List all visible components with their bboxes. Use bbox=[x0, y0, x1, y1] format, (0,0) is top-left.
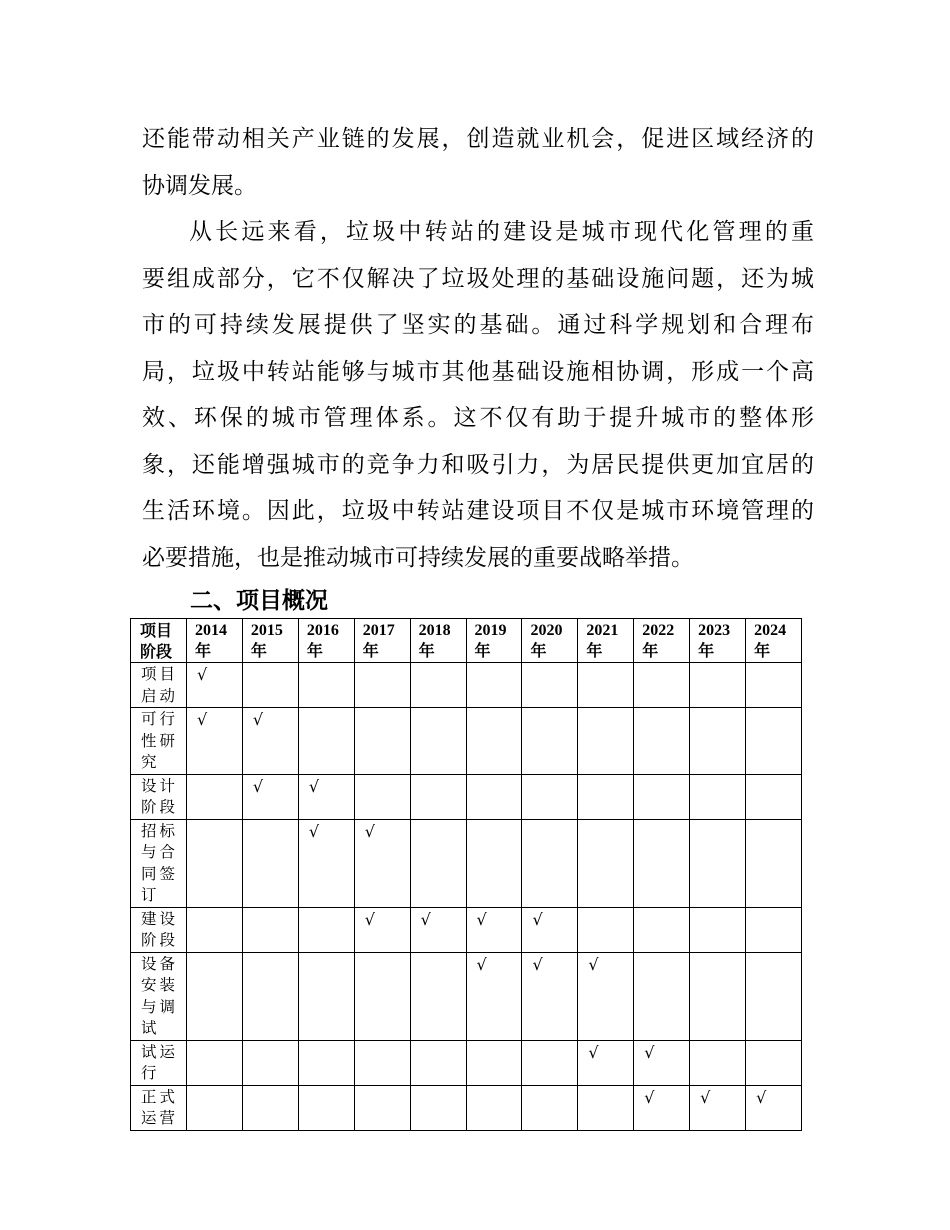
year-unit: 年 bbox=[195, 642, 212, 660]
stage-label-line: 设备 bbox=[141, 954, 179, 973]
check-mark: √ bbox=[252, 710, 264, 729]
schedule-cell bbox=[187, 952, 243, 1040]
year-header bbox=[690, 619, 746, 663]
schedule-cell bbox=[522, 907, 578, 952]
schedule-cell bbox=[298, 819, 354, 907]
schedule-cell bbox=[522, 708, 578, 775]
schedule-cell bbox=[242, 1040, 298, 1085]
schedule-cell bbox=[578, 952, 634, 1040]
stage-label-line: 行 bbox=[141, 1064, 160, 1082]
schedule-cell bbox=[522, 952, 578, 1040]
check-mark: √ bbox=[308, 821, 320, 841]
stage-cell bbox=[131, 1040, 187, 1085]
check-mark: √ bbox=[532, 954, 543, 974]
stage-cell bbox=[131, 952, 187, 1040]
schedule-cell bbox=[634, 708, 690, 775]
year-unit: 年 bbox=[586, 642, 603, 660]
year-number: 2014 bbox=[195, 622, 227, 639]
schedule-cell bbox=[690, 663, 746, 708]
paragraph-line: 还能带动相关产业链的发展，创造就业机会，促进区域经济的 bbox=[142, 126, 814, 152]
year-header bbox=[410, 619, 466, 663]
schedule-cell bbox=[242, 819, 298, 907]
table-row bbox=[131, 1040, 802, 1085]
paragraph-line: 从长远来看，垃圾中转站的建设是城市现代化管理的重 bbox=[189, 219, 814, 245]
year-header bbox=[242, 619, 298, 663]
schedule-cell bbox=[354, 663, 410, 708]
schedule-cell bbox=[634, 774, 690, 819]
paragraph-line: 效、环保的城市管理体系。这不仅有助于提升城市的整体形 bbox=[142, 405, 814, 431]
schedule-cell bbox=[746, 1085, 802, 1130]
schedule-cell bbox=[466, 774, 522, 819]
stage-label-line: 启动 bbox=[141, 686, 179, 705]
year-number: 2019 bbox=[474, 622, 507, 639]
schedule-cell bbox=[298, 952, 354, 1040]
schedule-cell bbox=[690, 819, 746, 907]
year-number: 2024 bbox=[754, 622, 787, 639]
schedule-cell bbox=[466, 952, 522, 1040]
stage-label-line: 建设 bbox=[141, 909, 179, 928]
check-mark: √ bbox=[588, 954, 599, 974]
schedule-cell bbox=[522, 1085, 578, 1130]
stage-label-line: 阶段 bbox=[141, 798, 179, 816]
schedule-cell bbox=[410, 952, 466, 1040]
stage-cell bbox=[131, 708, 187, 775]
stage-label-line: 究 bbox=[141, 753, 160, 771]
table-row bbox=[131, 819, 802, 907]
project-schedule-table bbox=[130, 618, 802, 1131]
schedule-cell bbox=[242, 952, 298, 1040]
stage-label-line: 安装 bbox=[141, 976, 179, 994]
table-row bbox=[131, 1085, 802, 1130]
schedule-cell bbox=[410, 819, 466, 907]
schedule-cell bbox=[187, 907, 243, 952]
check-mark: √ bbox=[308, 776, 320, 796]
year-header bbox=[466, 619, 522, 663]
schedule-cell bbox=[187, 819, 243, 907]
schedule-cell bbox=[522, 663, 578, 708]
schedule-cell bbox=[746, 907, 802, 952]
paragraph-line: 生活环境。因此，垃圾中转站建设项目不仅是城市环境管理的 bbox=[142, 498, 814, 524]
year-unit: 年 bbox=[474, 642, 491, 660]
schedule-cell bbox=[354, 774, 410, 819]
stage-label-line: 招标 bbox=[141, 821, 179, 840]
schedule-cell bbox=[746, 819, 802, 907]
schedule-cell bbox=[298, 774, 354, 819]
schedule-cell bbox=[466, 907, 522, 952]
schedule-cell bbox=[410, 663, 466, 708]
check-mark: √ bbox=[252, 776, 264, 796]
year-header bbox=[578, 619, 634, 663]
schedule-cell bbox=[746, 663, 802, 708]
table-row bbox=[131, 907, 802, 952]
year-unit: 年 bbox=[754, 642, 771, 660]
year-number: 2017 bbox=[362, 622, 395, 639]
schedule-cell bbox=[410, 1085, 466, 1130]
schedule-cell bbox=[690, 774, 746, 819]
schedule-cell bbox=[242, 663, 298, 708]
check-mark: √ bbox=[700, 1087, 711, 1107]
year-unit: 年 bbox=[362, 642, 379, 660]
stage-label-line: 试运 bbox=[141, 1042, 179, 1061]
check-mark: √ bbox=[197, 710, 208, 729]
schedule-cell bbox=[690, 708, 746, 775]
stage-label-line: 试 bbox=[141, 1019, 160, 1037]
schedule-cell bbox=[746, 774, 802, 819]
paragraph-line: 象，还能增强城市的竞争力和吸引力，为居民提供更加宜居的 bbox=[142, 451, 814, 478]
year-header bbox=[634, 619, 690, 663]
schedule-cell bbox=[466, 1040, 522, 1085]
year-number: 2021 bbox=[586, 622, 619, 639]
table-header-row bbox=[131, 619, 802, 663]
stage-label-line: 与调 bbox=[141, 997, 179, 1016]
check-mark: √ bbox=[756, 1087, 767, 1107]
check-mark: √ bbox=[364, 821, 375, 841]
check-mark: √ bbox=[588, 1042, 599, 1062]
schedule-cell bbox=[746, 952, 802, 1040]
schedule-cell bbox=[746, 1040, 802, 1085]
schedule-cell bbox=[187, 663, 243, 708]
schedule-cell bbox=[634, 952, 690, 1040]
schedule-cell bbox=[242, 708, 298, 775]
header-corner-line: 阶段 bbox=[140, 641, 173, 661]
schedule-cell bbox=[522, 819, 578, 907]
header-corner-line: 项目 bbox=[140, 621, 173, 640]
table-row bbox=[131, 708, 802, 775]
stage-label-line: 阶段 bbox=[141, 931, 179, 949]
schedule-cell bbox=[746, 708, 802, 775]
table-body bbox=[131, 663, 802, 1131]
schedule-cell bbox=[354, 1040, 410, 1085]
schedule-cell bbox=[690, 907, 746, 952]
stage-label-line: 正式 bbox=[141, 1087, 179, 1106]
paragraph-line: 要组成部分，它不仅解决了垃圾处理的基础设施问题，还为城 bbox=[142, 265, 814, 292]
check-mark: √ bbox=[364, 909, 375, 929]
paragraph-line: 协调发展。 bbox=[142, 172, 257, 199]
schedule-cell bbox=[690, 1085, 746, 1130]
stage-label-line: 性研 bbox=[141, 731, 179, 750]
schedule-cell bbox=[298, 907, 354, 952]
year-header bbox=[187, 619, 243, 663]
year-unit: 年 bbox=[530, 642, 547, 660]
check-mark: √ bbox=[476, 954, 487, 974]
schedule-cell bbox=[354, 907, 410, 952]
schedule-cell bbox=[187, 708, 243, 775]
stage-label-line: 与合 bbox=[141, 843, 179, 861]
year-number: 2022 bbox=[642, 622, 675, 639]
year-number: 2015 bbox=[250, 622, 283, 639]
stage-cell bbox=[131, 1085, 187, 1130]
schedule-cell bbox=[634, 907, 690, 952]
check-mark: √ bbox=[644, 1087, 655, 1107]
table-row bbox=[131, 774, 802, 819]
schedule-cell bbox=[578, 1085, 634, 1130]
year-header bbox=[746, 619, 802, 663]
schedule-cell bbox=[634, 1040, 690, 1085]
section-heading: 二、项目概况 bbox=[190, 588, 328, 614]
schedule-cell bbox=[410, 907, 466, 952]
schedule-cell bbox=[634, 1085, 690, 1130]
schedule-cell bbox=[187, 1040, 243, 1085]
schedule-cell bbox=[298, 708, 354, 775]
paragraph-line: 必要措施，也是推动城市可持续发展的重要战略举措。 bbox=[142, 544, 694, 571]
schedule-cell bbox=[578, 907, 634, 952]
schedule-cell bbox=[690, 952, 746, 1040]
schedule-cell bbox=[466, 663, 522, 708]
schedule-cell bbox=[578, 708, 634, 775]
stage-cell bbox=[131, 774, 187, 819]
schedule-cell bbox=[410, 1040, 466, 1085]
schedule-cell bbox=[634, 663, 690, 708]
year-header bbox=[298, 619, 354, 663]
schedule-cell bbox=[354, 708, 410, 775]
table-row bbox=[131, 952, 802, 1040]
header-corner-cell bbox=[131, 619, 187, 663]
schedule-cell bbox=[578, 663, 634, 708]
stage-label-line: 可行 bbox=[141, 710, 179, 728]
year-number: 2023 bbox=[698, 622, 731, 639]
paragraph-line: 市的可持续发展提供了坚实的基础。通过科学规划和合理布 bbox=[142, 312, 814, 338]
schedule-cell bbox=[410, 774, 466, 819]
paragraph-1 bbox=[142, 116, 814, 209]
schedule-cell bbox=[634, 819, 690, 907]
paragraph-2 bbox=[142, 209, 814, 581]
stage-label-line: 设计 bbox=[141, 776, 179, 795]
schedule-cell bbox=[522, 1040, 578, 1085]
table-row bbox=[131, 663, 802, 708]
schedule-cell bbox=[354, 1085, 410, 1130]
year-unit: 年 bbox=[418, 642, 435, 660]
check-mark: √ bbox=[197, 665, 208, 684]
check-mark: √ bbox=[644, 1042, 655, 1062]
year-unit: 年 bbox=[698, 642, 715, 660]
stage-label-line: 运营 bbox=[141, 1109, 179, 1127]
stage-label-line: 同签 bbox=[141, 864, 179, 883]
stage-cell bbox=[131, 819, 187, 907]
year-number: 2020 bbox=[530, 622, 563, 639]
schedule-cell bbox=[298, 663, 354, 708]
schedule-cell bbox=[298, 1040, 354, 1085]
check-mark: √ bbox=[420, 909, 431, 929]
schedule-cell bbox=[187, 774, 243, 819]
year-number: 2016 bbox=[306, 622, 339, 639]
check-mark: √ bbox=[476, 909, 487, 929]
year-unit: 年 bbox=[250, 642, 267, 660]
schedule-cell bbox=[242, 907, 298, 952]
stage-cell bbox=[131, 907, 187, 952]
schedule-cell bbox=[522, 774, 578, 819]
stage-label-line: 订 bbox=[141, 886, 160, 904]
schedule-cell bbox=[354, 952, 410, 1040]
schedule-cell bbox=[242, 774, 298, 819]
schedule-cell bbox=[187, 1085, 243, 1130]
year-unit: 年 bbox=[642, 642, 659, 660]
paragraph-line: 局，垃圾中转站能够与城市其他基础设施相协调，形成一个高 bbox=[142, 358, 814, 385]
year-number: 2018 bbox=[418, 622, 451, 639]
schedule-cell bbox=[298, 1085, 354, 1130]
schedule-cell bbox=[466, 819, 522, 907]
year-header bbox=[522, 619, 578, 663]
schedule-cell bbox=[690, 1040, 746, 1085]
schedule-cell bbox=[578, 1040, 634, 1085]
schedule-cell bbox=[410, 708, 466, 775]
stage-cell bbox=[131, 663, 187, 708]
schedule-cell bbox=[466, 1085, 522, 1130]
schedule-cell bbox=[242, 1085, 298, 1130]
schedule-cell bbox=[354, 819, 410, 907]
schedule-cell bbox=[578, 774, 634, 819]
year-unit: 年 bbox=[306, 642, 323, 660]
year-header bbox=[354, 619, 410, 663]
schedule-cell bbox=[466, 708, 522, 775]
check-mark: √ bbox=[532, 909, 543, 929]
stage-label-line: 项目 bbox=[141, 665, 179, 683]
schedule-cell bbox=[578, 819, 634, 907]
